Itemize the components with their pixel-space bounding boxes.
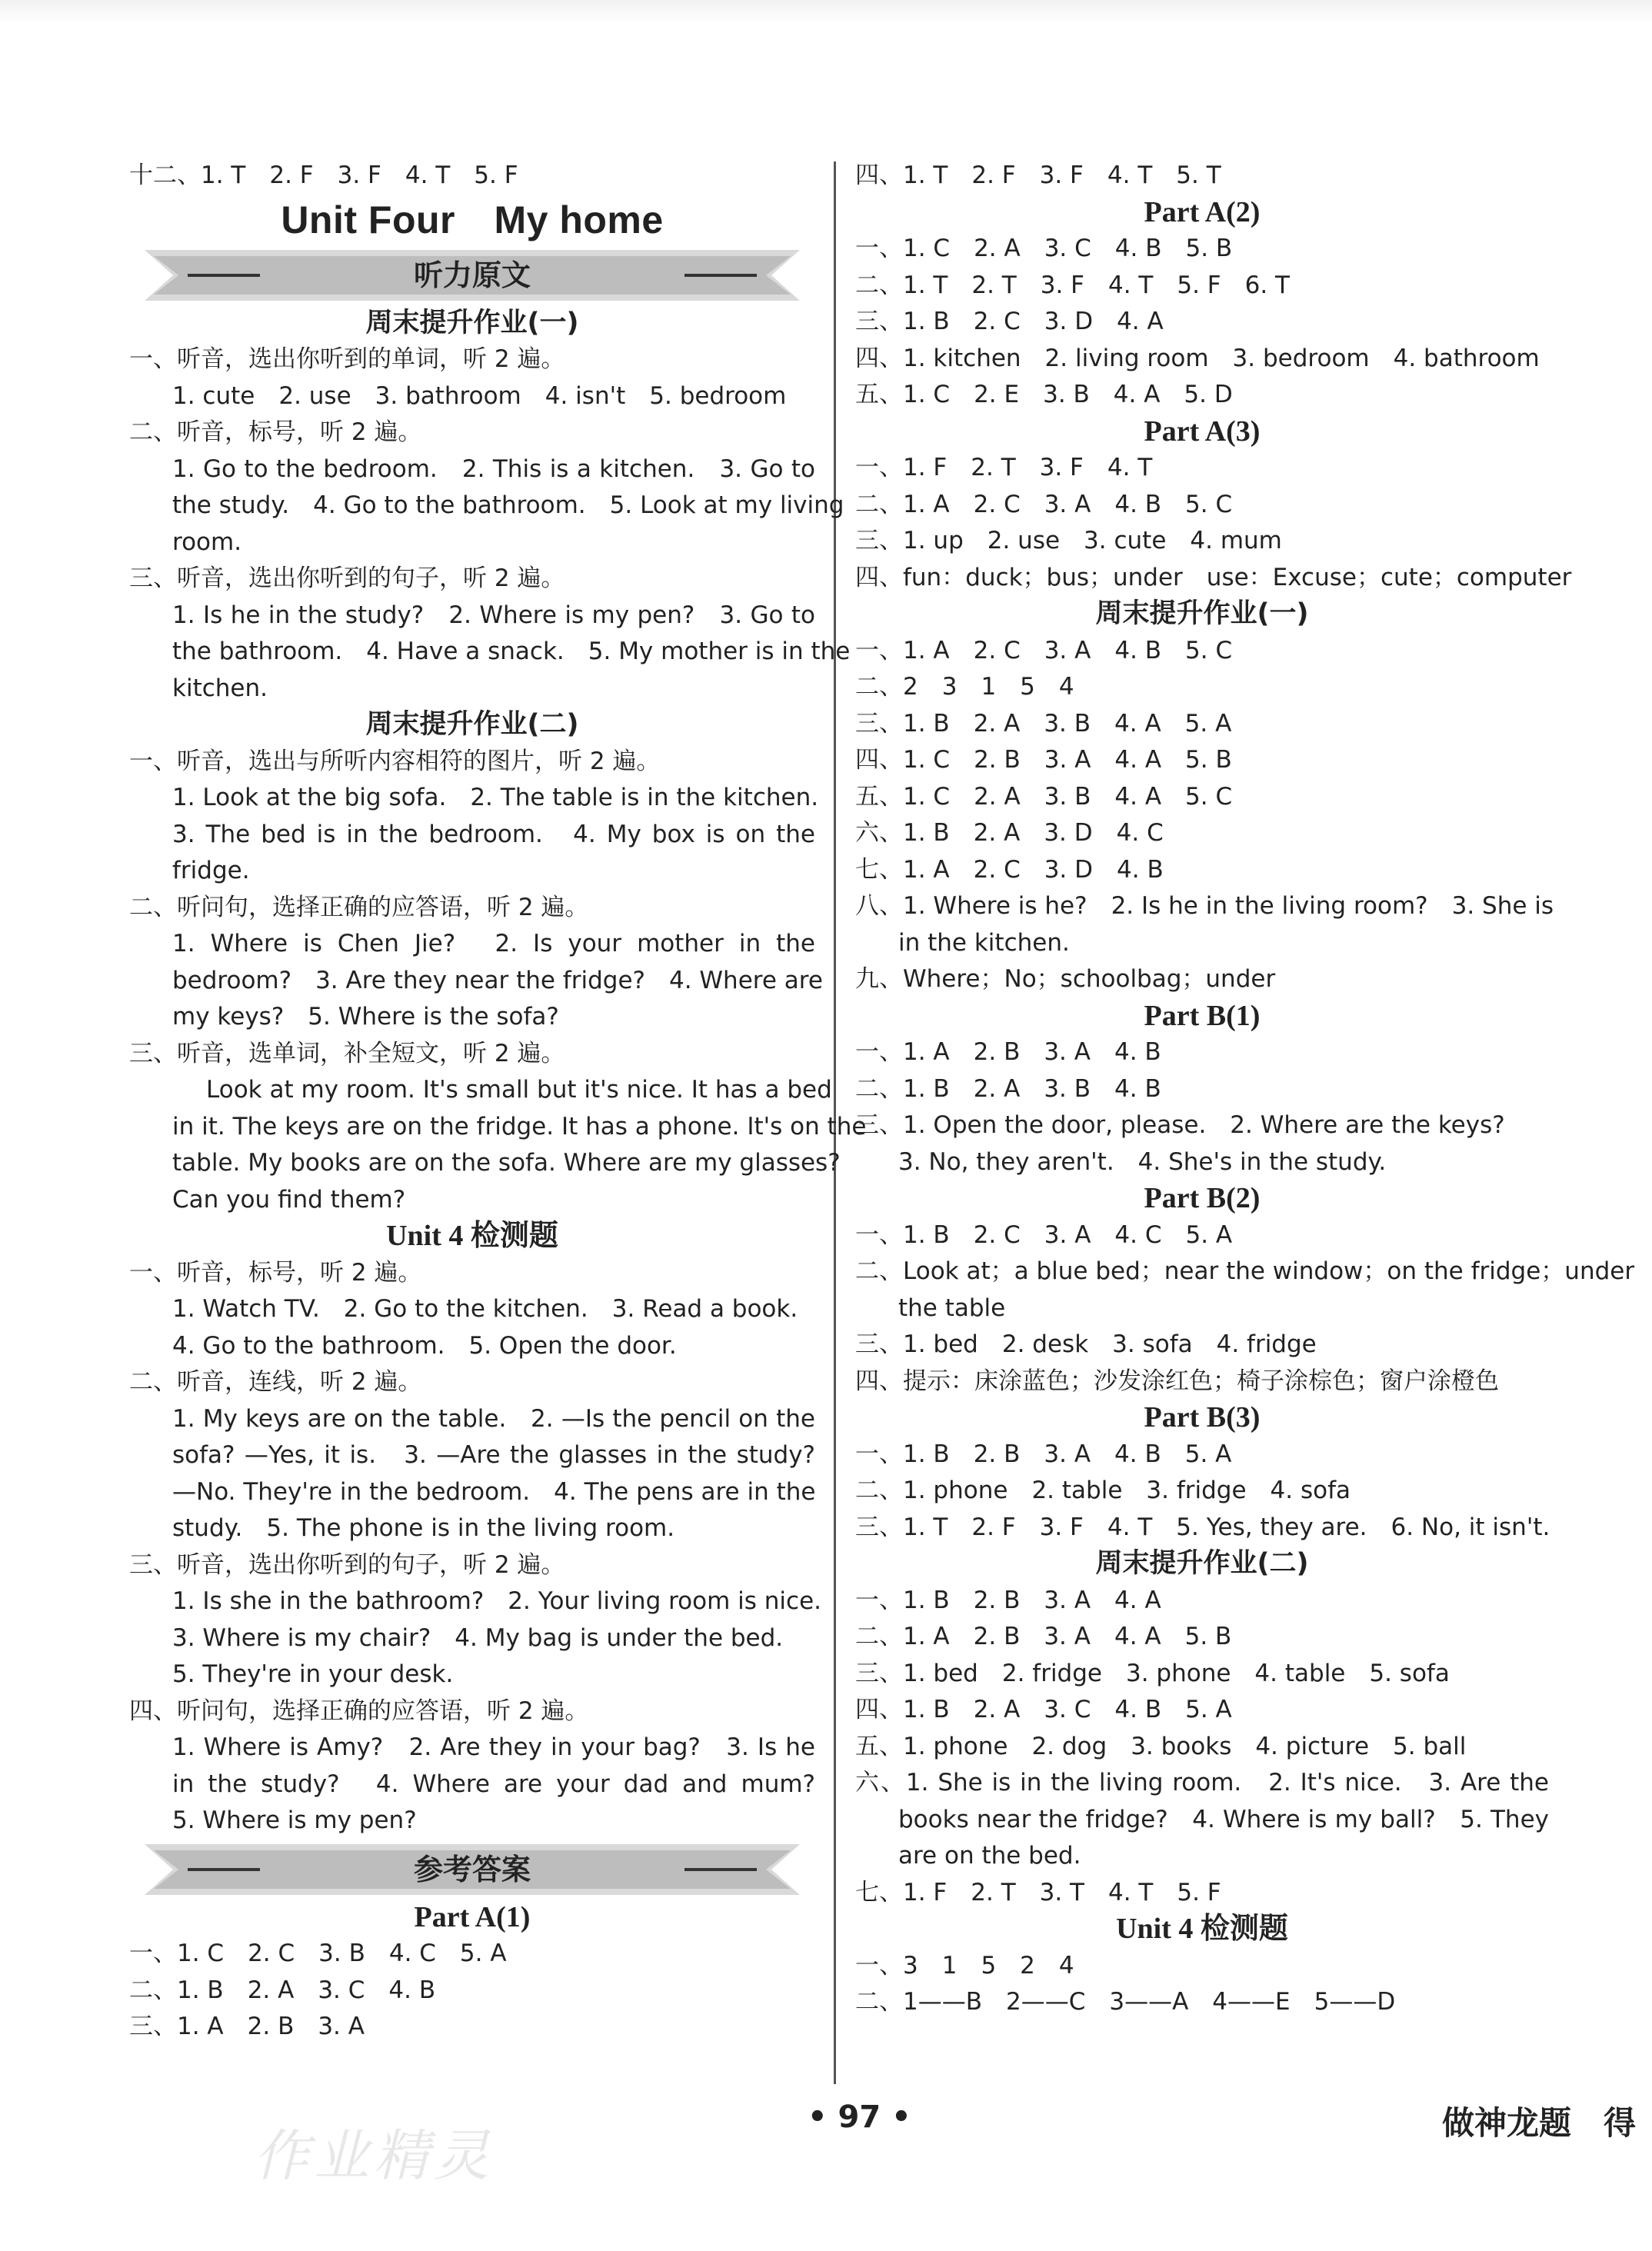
answer-line: 八、1. Where is he? 2. Is he in the living room? 3. She is <box>855 892 1554 920</box>
section-title: 周末提升作业(二) <box>1095 1548 1309 1579</box>
answer-line: 一、1. F 2. T 3. F 4. T <box>855 454 1153 481</box>
answer-line: 三、1. Open the door, please. 2. Where are the keys? <box>855 1111 1505 1139</box>
text-line: 5. They're in your desk. <box>172 1660 454 1688</box>
answer-line: 三、1. bed 2. desk 3. sofa 4. fridge <box>855 1330 1317 1358</box>
text-line: 1. Is she in the bathroom? 2. Your living room is nice. <box>172 1587 821 1615</box>
question-line: 二、听问句，选择正确的应答语，听 2 遍。 <box>129 893 589 921</box>
text-line: the bathroom. 4. Have a snack. 5. My mother is in the <box>172 638 851 665</box>
answer-line: 一、1. C 2. C 3. B 4. C 5. A <box>129 1940 507 1967</box>
answer-line: the table <box>898 1294 1006 1322</box>
section-banner-answers <box>129 1840 815 1900</box>
answer-line: 一、1. B 2. C 3. A 4. C 5. A <box>855 1220 1233 1249</box>
question-line: 三、听音，选出你听到的句子，听 2 遍。 <box>129 1550 565 1579</box>
answer-line: 三、1. A 2. B 3. A <box>129 2013 365 2040</box>
section-title: Unit 4 检测题 <box>1116 1913 1288 1945</box>
answer-line: 三、1. bed 2. fridge 3. phone 4. table 5. sofa <box>855 1659 1450 1687</box>
text-line: 5. Where is my pen? <box>172 1806 417 1834</box>
answer-line: 二、1. T 2. T 3. F 4. T 5. F 6. T <box>855 271 1290 299</box>
section-title: 周末提升作业(一) <box>1095 598 1309 629</box>
answer-line: 六、1. She is in the living room. 2. It's nice. 3. Are the <box>855 1769 1549 1796</box>
answer-line: 一、1. B 2. B 3. A 4. A <box>855 1586 1161 1614</box>
answer-line: 七、1. A 2. C 3. D 4. B <box>855 855 1164 884</box>
text-line: 3. Where is my chair? 4. My bag is under the bed. <box>172 1623 784 1652</box>
watermark: 作业精灵 <box>254 2123 495 2188</box>
answer-line: 十二、1. T 2. F 3. F 4. T 5. F <box>129 161 518 189</box>
answer-line: 二、2 3 1 5 4 <box>855 673 1074 701</box>
answer-line: 九、Where；No；schoolbag；under <box>855 965 1276 993</box>
answer-line: 五、1. C 2. A 3. B 4. A 5. C <box>855 782 1233 811</box>
answer-line: 四、1. C 2. B 3. A 4. A 5. B <box>855 746 1232 774</box>
passage-line: table. My books are on the sofa. Where are my glasses? <box>172 1149 841 1177</box>
section-title: Part A(2) <box>1144 195 1261 228</box>
answer-line: 三、1. up 2. use 3. cute 4. mum <box>855 527 1282 554</box>
answer-line: 二、1. A 2. B 3. A 4. A 5. B <box>855 1623 1232 1650</box>
answer-line: 二、1. B 2. A 3. C 4. B <box>129 1976 436 2004</box>
text-line: 4. Go to the bathroom. 5. Open the door. <box>172 1331 677 1360</box>
scan-top-edge <box>0 0 1652 23</box>
text-line: 3. The bed is in the bedroom. 4. My box is on the <box>172 820 815 848</box>
question-line: 二、听音，连线，听 2 遍。 <box>129 1368 422 1396</box>
section-title: Part A(3) <box>1144 415 1261 448</box>
question-line: 四、听问句，选择正确的应答语，听 2 遍。 <box>129 1697 589 1725</box>
answer-line: 二、1——B 2——C 3——A 4——E 5——D <box>855 1988 1396 2016</box>
text-line: 1. Is he in the study? 2. Where is my pen? 3. Go to <box>172 601 815 629</box>
section-title: Part B(1) <box>1144 999 1261 1032</box>
answer-line: 3. No, they aren't. 4. She's in the study. <box>898 1147 1387 1176</box>
text-line: 1. My keys are on the table. 2. —Is the pencil on the <box>172 1404 815 1433</box>
text-line: 1. Go to the bedroom. 2. This is a kitchen. 3. Go to <box>172 455 815 483</box>
answer-line: 四、fun：duck；bus；under use：Excuse；cute；computer <box>855 563 1572 591</box>
answer-line: 四、提示：床涂蓝色；沙发涂红色；椅子涂棕色；窗户涂橙色 <box>855 1367 1499 1395</box>
answer-line: 五、1. phone 2. dog 3. books 4. picture 5. ball <box>855 1732 1467 1760</box>
question-line: 二、听音，标号，听 2 遍。 <box>129 418 422 446</box>
passage-line: Can you find them? <box>172 1185 406 1214</box>
answer-line: 四、1. B 2. A 3. C 4. B 5. A <box>855 1696 1232 1723</box>
question-line: 一、听音，标号，听 2 遍。 <box>129 1258 422 1287</box>
page-number: • 97 • <box>808 2099 911 2135</box>
answer-line: books near the fridge? 4. Where is my ball? 5. They <box>898 1805 1549 1833</box>
passage-line: in it. The keys are on the fridge. It has a phone. It's on the <box>172 1112 867 1140</box>
answer-line: 四、1. kitchen 2. living room 3. bedroom 4. bathroom <box>855 344 1540 372</box>
answer-line: 二、1. phone 2. table 3. fridge 4. sofa <box>855 1477 1351 1504</box>
section-title: 周末提升作业(一) <box>365 307 579 338</box>
text-line: study. 5. The phone is in the living room. <box>172 1514 675 1542</box>
answer-line: 一、1. A 2. B 3. A 4. B <box>855 1038 1161 1066</box>
text-line: —No. They're in the bedroom. 4. The pens are in the <box>172 1477 816 1506</box>
answer-line: 三、1. B 2. C 3. D 4. A <box>855 308 1164 335</box>
section-title: 周末提升作业(二) <box>365 709 579 740</box>
answer-line: 二、Look at；a blue bed；near the window；on the fridge；under <box>855 1257 1635 1285</box>
text-line: bedroom? 3. Are they near the fridge? 4. Where are <box>172 966 823 994</box>
text-line: kitchen. <box>172 674 268 702</box>
right-column <box>855 158 1635 2021</box>
answer-line: are on the bed. <box>898 1842 1081 1870</box>
text-line: in the study? 4. Where are your dad and mum? <box>172 1770 815 1798</box>
text-line: the study. 4. Go to the bathroom. 5. Look at my living <box>172 491 844 519</box>
banner-title: 参考答案 <box>413 1852 531 1886</box>
text-line: 1. Where is Amy? 2. Are they in your bag? 3. Is he <box>172 1733 815 1761</box>
text-line: 1. Look at the big sofa. 2. The table is in the kitchen. <box>172 784 819 811</box>
answer-line: 一、1. B 2. B 3. A 4. B 5. A <box>855 1440 1232 1468</box>
section-title: Part A(1) <box>414 1900 531 1933</box>
question-line: 一、听音，选出你听到的单词，听 2 遍。 <box>129 345 565 373</box>
answer-line: 六、1. B 2. A 3. D 4. C <box>855 819 1164 847</box>
answer-line: 二、1. B 2. A 3. B 4. B <box>855 1074 1161 1103</box>
answer-line: 一、3 1 5 2 4 <box>855 1951 1074 1980</box>
section-title: Part B(3) <box>1144 1401 1261 1434</box>
answer-line: 三、1. B 2. A 3. B 4. A 5. A <box>855 709 1232 738</box>
left-column <box>129 158 867 2046</box>
section-banner-listening <box>129 245 815 305</box>
text-line: 1. Watch TV. 2. Go to the kitchen. 3. Read a book. <box>172 1295 798 1323</box>
answer-line: 三、1. T 2. F 3. F 4. T 5. Yes, they are. 6. No, it isn't. <box>855 1513 1550 1541</box>
section-title: Part B(2) <box>1144 1182 1261 1214</box>
text-line: 1. Where is Chen Jie? 2. Is your mother in the <box>172 930 815 957</box>
footer-brand: 做神龙题 得 <box>1442 2104 1637 2142</box>
text-line: room. <box>172 528 242 556</box>
text-line: 1. cute 2. use 3. bathroom 4. isn't 5. bedroom <box>172 381 787 410</box>
answer-line: 二、1. A 2. C 3. A 4. B 5. C <box>855 490 1233 518</box>
answer-line: 七、1. F 2. T 3. T 4. T 5. F <box>855 1878 1221 1906</box>
banner-title: 听力原文 <box>413 258 531 292</box>
question-line: 三、听音，选单词，补全短文，听 2 遍。 <box>129 1039 565 1067</box>
passage-line: Look at my room. It's small but it's nice. It has a bed <box>206 1076 832 1104</box>
answer-line: 四、1. T 2. F 3. F 4. T 5. T <box>855 161 1221 189</box>
question-line: 三、听音，选出你听到的句子，听 2 遍。 <box>129 564 565 592</box>
answer-line: 一、1. A 2. C 3. A 4. B 5. C <box>855 636 1233 664</box>
answer-line: 一、1. C 2. A 3. C 4. B 5. B <box>855 235 1233 262</box>
text-line: my keys? 5. Where is the sofa? <box>172 1003 559 1031</box>
answer-line: in the kitchen. <box>898 928 1070 957</box>
question-line: 一、听音，选出与所听内容相符的图片，听 2 遍。 <box>129 747 661 775</box>
answer-line: 五、1. C 2. E 3. B 4. A 5. D <box>855 381 1233 408</box>
text-line: fridge. <box>172 857 250 884</box>
unit-title: Unit Four My home <box>281 198 664 241</box>
text-line: sofa? —Yes, it is. 3. —Are the glasses in the study? <box>172 1441 815 1469</box>
section-title: Unit 4 检测题 <box>386 1220 558 1252</box>
